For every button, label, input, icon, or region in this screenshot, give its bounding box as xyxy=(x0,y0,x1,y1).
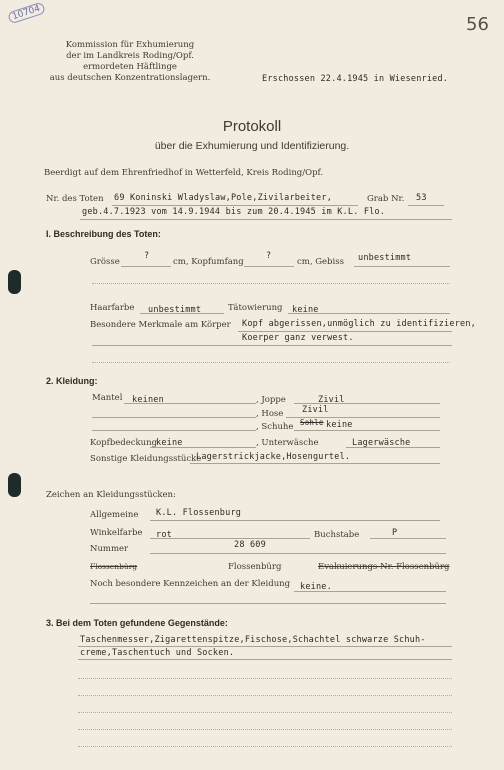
found-items-line-2: creme,Taschentuch und Socken. xyxy=(80,648,235,658)
other-clothing-value: Lagerstrickjacke,Hosengurtel. xyxy=(196,452,351,462)
letter-value: P xyxy=(392,528,398,538)
underwear-value: Lagerwäsche xyxy=(352,438,411,448)
punch-hole-bottom xyxy=(8,473,21,497)
shot-note: Erschossen 22.4.1945 in Wiesenried. xyxy=(262,74,449,84)
document-title: Protokoll xyxy=(222,118,282,135)
tattoo-value: keine xyxy=(292,305,319,315)
headwear-label: Kopfbedeckung xyxy=(90,438,158,448)
jacket-value: Zivil xyxy=(318,395,345,405)
special-marks-value-1: Kopf abgerissen,unmöglich zu identifizieren, xyxy=(242,319,476,329)
coat-label: Mantel xyxy=(92,393,123,403)
header-line: aus deutschen Konzentrationslagern. xyxy=(49,73,211,83)
clothing-marks-heading: Zeichen an Kleidungsstücken: xyxy=(46,490,176,500)
hair-color-label: Haarfarbe xyxy=(90,303,135,313)
head-circumference-label: cm, Kopfumfang xyxy=(173,257,244,267)
headwear-value: keine xyxy=(156,438,183,448)
teeth-value: unbestimmt xyxy=(358,253,412,263)
shoes-struck-value: Sohle xyxy=(300,418,324,427)
size-label: Grösse xyxy=(90,257,120,267)
hair-color-value: unbestimmt xyxy=(148,305,202,315)
size-value: ? xyxy=(144,251,150,261)
teeth-label: cm, Gebiss xyxy=(297,257,344,267)
coat-value: keinen xyxy=(132,395,164,405)
page-number: 56 xyxy=(466,14,489,35)
header-line: der im Landkreis Roding/Opf. xyxy=(66,51,194,61)
camp-struck-label: Flossenbürg xyxy=(90,562,138,571)
dead-identity-dates: geb.4.7.1923 vom 14.9.1944 bis zum 20.4.1945 im K.L. Flo. xyxy=(82,207,386,217)
header-line: ermordeten Häftlinge xyxy=(83,62,177,72)
dead-identity-value: 69 Koninski Wladyslaw,Pole,Zivilarbeiter, xyxy=(114,193,333,203)
evacuation-number-label: Evakuierungs-Nr. Flossenbürg xyxy=(318,562,450,572)
trousers-value: Zivil xyxy=(302,405,329,415)
commission-header xyxy=(40,40,220,84)
other-clothing-label: Sonstige Kleidungsstücke xyxy=(90,454,202,464)
header-line: Kommission für Exhumierung xyxy=(65,40,195,50)
number-label: Nummer xyxy=(90,544,129,554)
punch-hole-top xyxy=(8,270,21,294)
grave-label: Grab Nr. xyxy=(367,194,405,204)
document-subtitle: über die Exhumierung und Identifizierung. xyxy=(154,140,350,152)
angle-color-label: Winkelfarbe xyxy=(90,528,143,538)
found-items-line-1: Taschenmesser,Zigarettenspitze,Fischose,Schachtel schwarze Schuh- xyxy=(80,635,426,645)
general-marks-value: K.L. Flossenburg xyxy=(156,508,242,518)
archive-stamp: 10704 xyxy=(7,2,46,25)
camp-label: Flossenbürg xyxy=(228,562,282,572)
burial-line: Beerdigt auf dem Ehrenfriedhof in Wetterfeld, Kreis Roding/Opf. xyxy=(44,168,324,178)
section-1-heading: I. Beschreibung des Toten: xyxy=(46,229,161,239)
shoes-value: keine xyxy=(326,420,353,430)
special-marks-value-2: Koerper ganz verwest. xyxy=(242,333,354,343)
section-3-heading: 3. Bei dem Toten gefundene Gegenstände: xyxy=(46,618,228,628)
other-marks-value: keine. xyxy=(300,582,332,592)
tattoo-label: Tätowierung xyxy=(228,303,283,313)
dead-number-label: Nr. des Toten xyxy=(46,194,104,204)
jacket-label: , Joppe xyxy=(256,395,286,405)
section-2-heading: 2. Kleidung: xyxy=(46,376,98,386)
special-marks-label: Besondere Merkmale am Körper xyxy=(90,320,231,330)
head-circumference-value: ? xyxy=(266,251,272,261)
underwear-label: , Unterwäsche xyxy=(256,438,319,448)
number-value: 28 609 xyxy=(234,540,266,550)
angle-color-value: rot xyxy=(156,530,172,540)
grave-number: 53 xyxy=(416,193,427,203)
other-marks-label: Noch besondere Kennzeichen an der Kleidung xyxy=(90,579,291,589)
trousers-label: , Hose xyxy=(256,409,284,419)
general-marks-label: Allgemeine xyxy=(90,510,139,520)
letter-label: Buchstabe xyxy=(314,530,360,540)
shoes-label: , Schuhe xyxy=(256,422,294,432)
